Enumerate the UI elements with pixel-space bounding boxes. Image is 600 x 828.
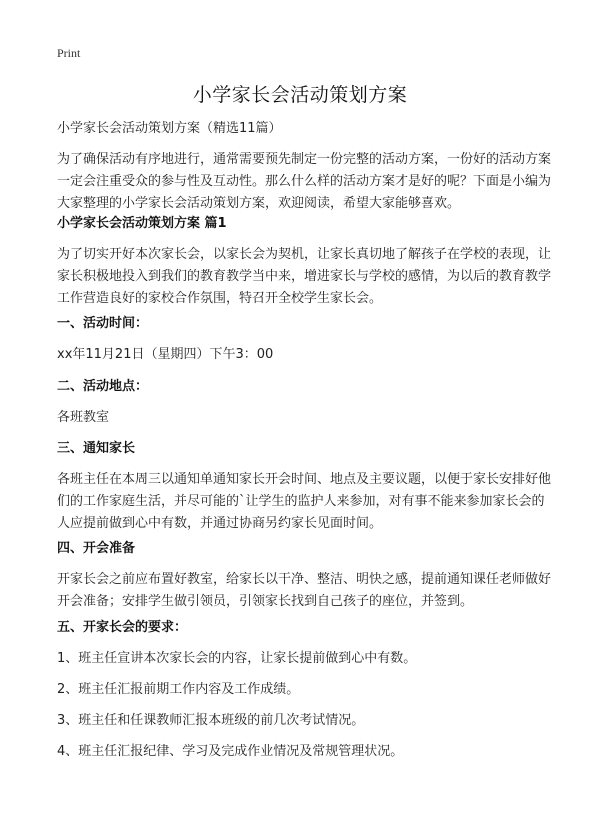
section-heading: 二、活动地点： <box>57 379 149 394</box>
section-heading: 一、活动时间： <box>57 316 149 331</box>
subtitle: 小学家长会活动策划方案（精选11篇） <box>57 121 282 136</box>
article-intro-paragraph: 为了切实开好本次家长会，以家长会为契机，让家长真切地了解孩子在学校的表现，让家长积极地投入到我们的教育教学当中来，增进家长与学校的感情，为以后的教育教学工作营造良好的家校合作氛围，特召开全校学生家长会。 <box>57 247 552 306</box>
section-heading: 四、开会准备 <box>57 541 136 556</box>
list-item: 1、班主任宣讲本次家长会的内容，让家长提前做到心中有数。 <box>57 651 417 666</box>
article-heading: 小学家长会活动策划方案 篇1 <box>57 216 227 231</box>
page-title: 小学家长会活动策划方案 <box>192 84 408 106</box>
section-heading: 五、开家长会的要求： <box>57 620 188 635</box>
section-body: xx年11月21日（星期四）下午3：00 <box>57 347 274 362</box>
section-body: 各班主任在本周三以通知单通知家长开会时间、地点及主要议题，以便于家长安排好他们的工作家庭生活，并尽可能的`让学生的监护人来参加，对有事不能来参加家长会的人应提前做到心中有数，并通过协商另约家长见面时间。 <box>57 472 552 531</box>
list-item: 4、班主任汇报纪律、学习及完成作业情况及常规管理状况。 <box>57 744 404 759</box>
intro-paragraph: 为了确保活动有序地进行，通常需要预先制定一份完整的活动方案，一份好的活动方案一定会注重受众的参与性及互动性。那么什么样的活动方案才是好的呢？下面是小编为大家整理的小学家长会活动策划方案，欢迎阅读，希望大家能够喜欢。 <box>57 152 552 211</box>
section-body: 开家长会之前应布置好教室，给家长以干净、整洁、明快之感，提前通知课任老师做好开会准备；安排学生做引领员，引领家长找到自己孩子的座位，并签到。 <box>57 572 552 609</box>
section-body: 各班教室 <box>57 410 110 425</box>
print-label[interactable]: Print <box>57 46 81 60</box>
list-item: 3、班主任和任课教师汇报本班级的前几次考试情况。 <box>57 713 365 728</box>
list-item: 2、班主任汇报前期工作内容及工作成绩。 <box>57 682 300 697</box>
section-heading: 三、通知家长 <box>57 441 136 456</box>
